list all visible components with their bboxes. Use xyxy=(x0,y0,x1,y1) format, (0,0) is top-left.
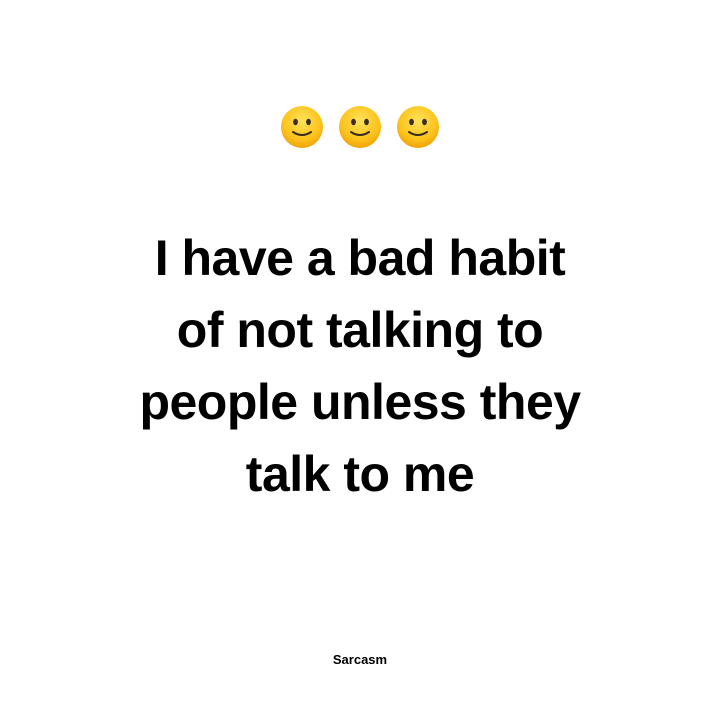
quote-line: talk to me xyxy=(245,446,475,502)
quote-text xyxy=(40,222,680,510)
quote-line: I have a bad habit xyxy=(154,230,566,286)
quote-line: people unless they xyxy=(139,374,581,430)
source-label: Sarcasm xyxy=(332,652,388,667)
slightly-smiling-face-icon xyxy=(338,105,382,149)
quote-line: of not talking to xyxy=(176,302,544,358)
emoji-row xyxy=(0,105,720,149)
slightly-smiling-face-icon xyxy=(396,105,440,149)
slightly-smiling-face-icon xyxy=(280,105,324,149)
